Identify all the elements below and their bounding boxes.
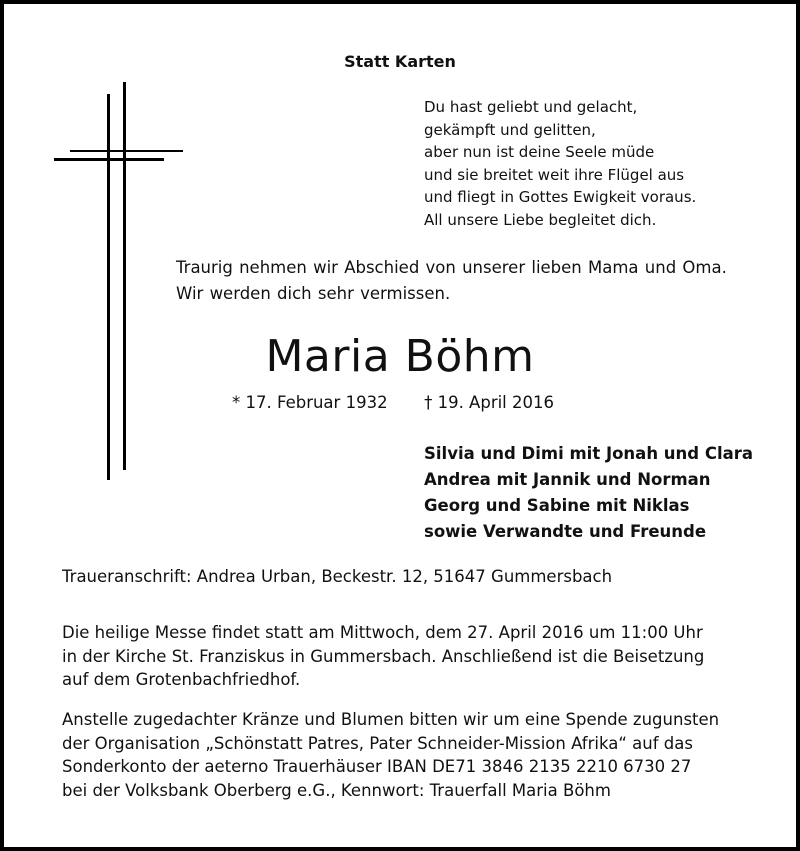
family-line: Andrea mit Jannik und Norman bbox=[424, 470, 711, 489]
donation-line: Anstelle zugedachter Kränze und Blumen bitten wir um eine Spende zugunsten bbox=[62, 710, 720, 729]
poem-line: gekämpft und gelitten, bbox=[424, 120, 596, 139]
mourning-address: Traueranschrift: Andrea Urban, Beckestr. 12, 51647 Gummersbach bbox=[62, 567, 613, 586]
poem-line: aber nun ist deine Seele müde bbox=[424, 143, 655, 161]
family-line: Georg und Sabine mit Niklas bbox=[424, 496, 690, 515]
poem bbox=[424, 96, 696, 231]
heading: Statt Karten bbox=[344, 52, 456, 71]
deceased-name: Maria Böhm bbox=[265, 331, 535, 382]
donation-paragraph bbox=[62, 708, 719, 802]
mass-line: auf dem Grotenbachfriedhof. bbox=[62, 670, 301, 689]
cross-horizontal-upper bbox=[70, 150, 183, 152]
death-date: † 19. April 2016 bbox=[424, 393, 555, 412]
mass-paragraph bbox=[62, 621, 704, 692]
family-list bbox=[424, 441, 753, 545]
intro-line: Traurig nehmen wir Abschied von unserer lieben Mama und Oma. bbox=[176, 258, 727, 277]
intro-text bbox=[176, 255, 727, 307]
poem-line: All unsere Liebe begleitet dich. bbox=[424, 210, 657, 229]
donation-line: der Organisation „Schönstatt Patres, Pater Schneider-Mission Afrika“ auf das bbox=[62, 733, 693, 753]
poem-line: Du hast geliebt und gelacht, bbox=[424, 98, 638, 116]
mass-line: Die heilige Messe findet statt am Mittwoch, dem 27. April 2016 um 11:00 Uhr bbox=[62, 623, 703, 642]
poem-line: und fliegt in Gottes Ewigkeit voraus. bbox=[424, 188, 697, 206]
donation-line: Sonderkonto der aeterno Trauerhäuser IBAN DE71 3846 2135 2210 6730 27 bbox=[62, 757, 692, 776]
cross-horizontal-lower bbox=[54, 158, 164, 161]
intro-line: Wir werden dich sehr vermissen. bbox=[176, 284, 451, 303]
family-line: Silvia und Dimi mit Jonah und Clara bbox=[424, 444, 754, 463]
cross-vertical-short bbox=[123, 82, 126, 470]
poem-line: und sie breitet weit ihre Flügel aus bbox=[424, 165, 685, 184]
mass-line: in der Kirche St. Franziskus in Gummersbach. Anschließend ist die Beisetzung bbox=[62, 646, 705, 666]
birth-date: * 17. Februar 1932 bbox=[232, 393, 388, 412]
family-line: sowie Verwandte und Freunde bbox=[424, 522, 707, 541]
life-dates bbox=[232, 393, 554, 412]
donation-line: bei der Volksbank Oberberg e.G., Kennwort: Trauerfall Maria Böhm bbox=[62, 780, 611, 800]
